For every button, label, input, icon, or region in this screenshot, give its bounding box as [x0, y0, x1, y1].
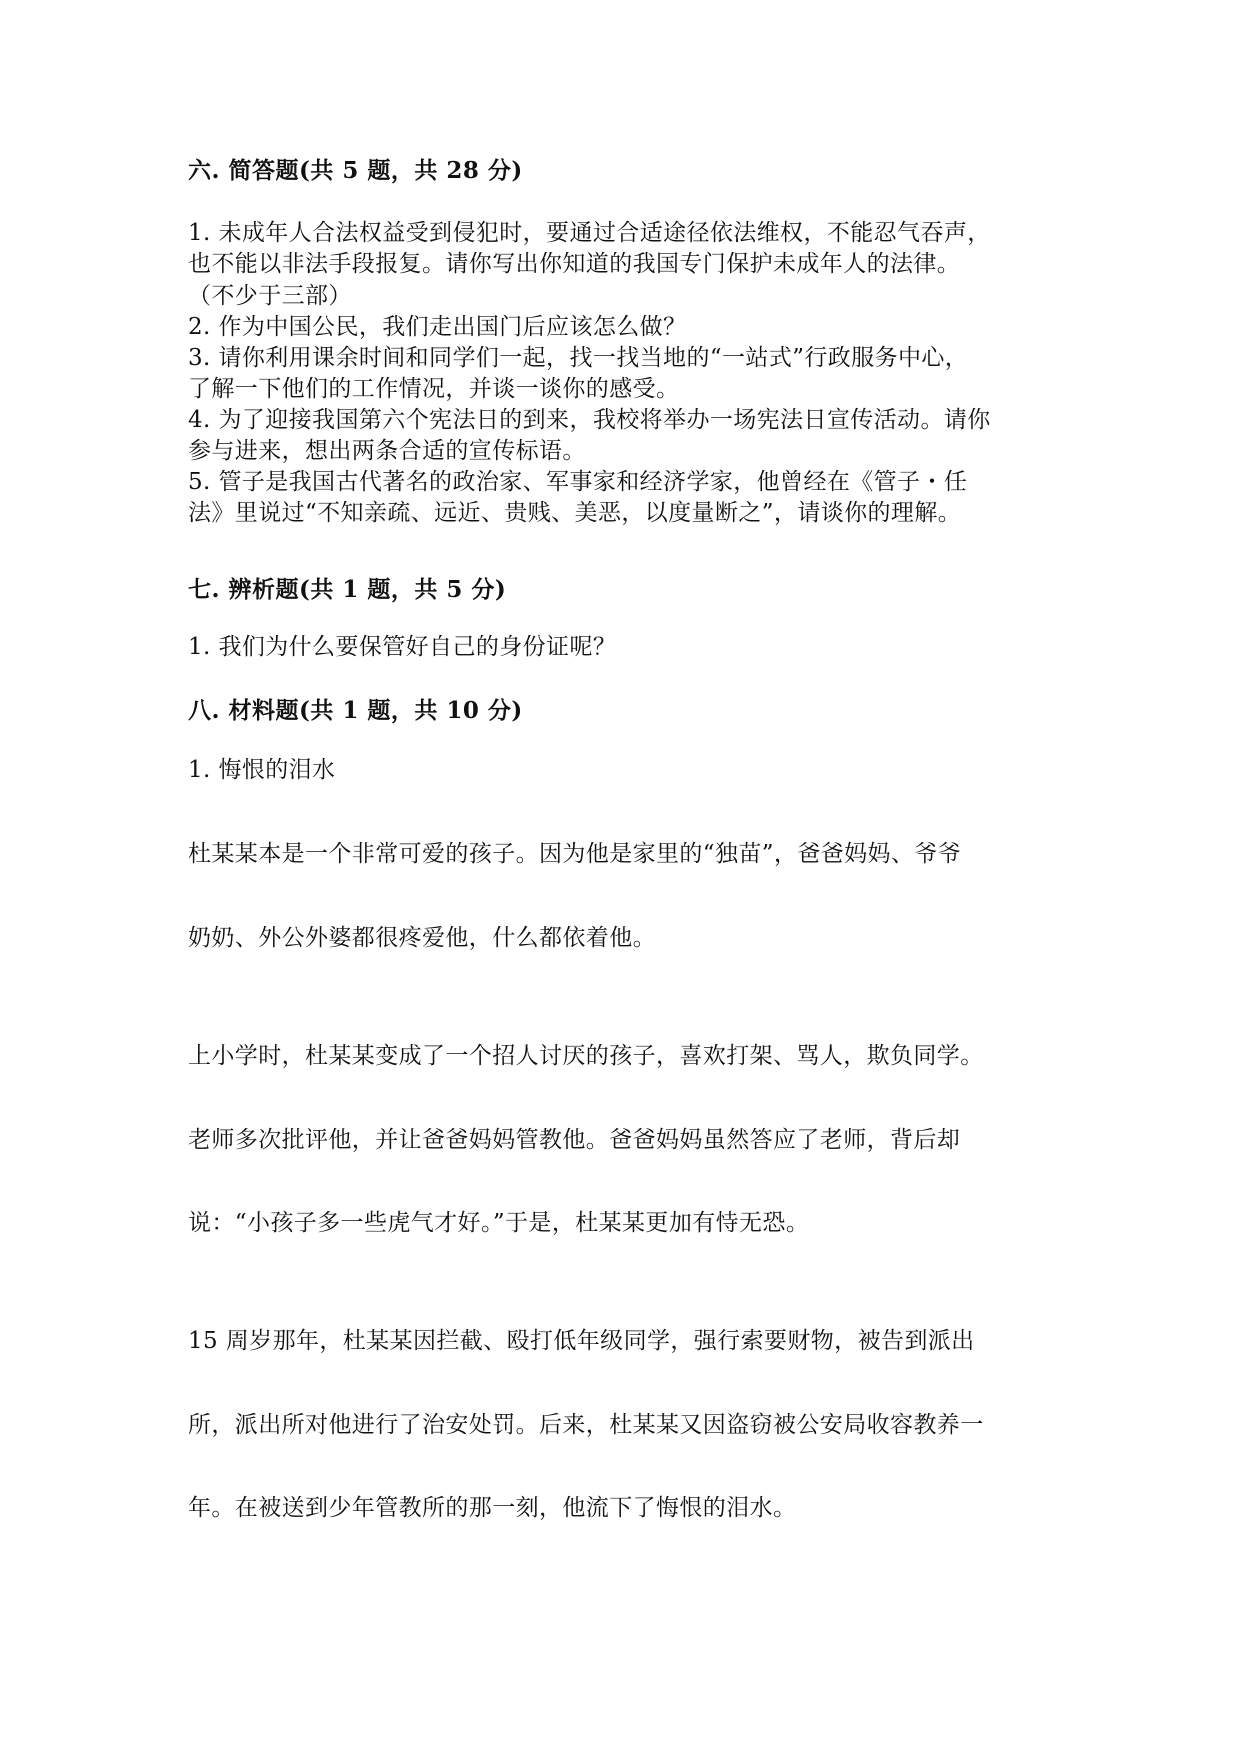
material-line: 老师多次批评他，并让爸爸妈妈管教他。爸爸妈妈虽然答应了老师，背后却	[188, 1127, 961, 1153]
material-line: 年。在被送到少年管教所的那一刻，他流下了悔恨的泪水。	[188, 1495, 797, 1521]
question-title: 1. 悔恨的泪水	[188, 757, 336, 783]
question-line: 4. 为了迎接我国第六个宪法日的到来，我校将举办一场宪法日宣传活动。请你	[188, 407, 991, 433]
material-line: 上小学时，杜某某变成了一个招人讨厌的孩子，喜欢打架、骂人，欺负同学。	[188, 1043, 984, 1069]
question-line: 3. 请你利用课余时间和同学们一起，找一找当地的“一站式”行政服务中心，	[188, 345, 969, 371]
material-line: 杜某某本是一个非常可爱的孩子。因为他是家里的“独苗”，爸爸妈妈、爷爷	[188, 841, 962, 867]
material-line: 所，派出所对他进行了治安处罚。后来，杜某某又因盗窃被公安局收容教养一	[188, 1412, 984, 1438]
question-line: 1. 我们为什么要保管好自己的身份证呢？	[188, 634, 617, 660]
question-line: （不少于三部）	[188, 283, 352, 309]
section-eight-heading: 八. 材料题(共 1 题，共 10 分)	[188, 697, 523, 724]
question-line: 5. 管子是我国古代著名的政治家、军事家和经济学家，他曾经在《管子・任	[188, 469, 968, 495]
section-seven-heading: 七. 辨析题(共 1 题，共 5 分)	[188, 576, 507, 603]
section-six-heading: 六. 简答题(共 5 题，共 28 分)	[188, 157, 523, 184]
material-line: 说：“小孩子多一些虎气才好。”于是，杜某某更加有恃无恐。	[188, 1210, 810, 1236]
question-line: 2. 作为中国公民，我们走出国门后应该怎么做？	[188, 314, 687, 340]
material-line: 奶奶、外公外婆都很疼爱他，什么都依着他。	[188, 925, 656, 951]
question-line: 也不能以非法手段报复。请你写出你知道的我国专门保护未成年人的法律。	[188, 251, 961, 277]
question-line: 了解一下他们的工作情况，并谈一谈你的感受。	[188, 376, 680, 402]
question-line: 1. 未成年人合法权益受到侵犯时，要通过合适途径依法维权，不能忍气吞声，	[188, 220, 991, 246]
material-line: 15 周岁那年，杜某某因拦截、殴打低年级同学，强行索要财物，被告到派出	[188, 1328, 975, 1354]
question-line: 参与进来，想出两条合适的宣传标语。	[188, 438, 586, 464]
question-line: 法》里说过“不知亲疏、远近、贵贱、美恶，以度量断之”，请谈你的理解。	[188, 500, 962, 526]
